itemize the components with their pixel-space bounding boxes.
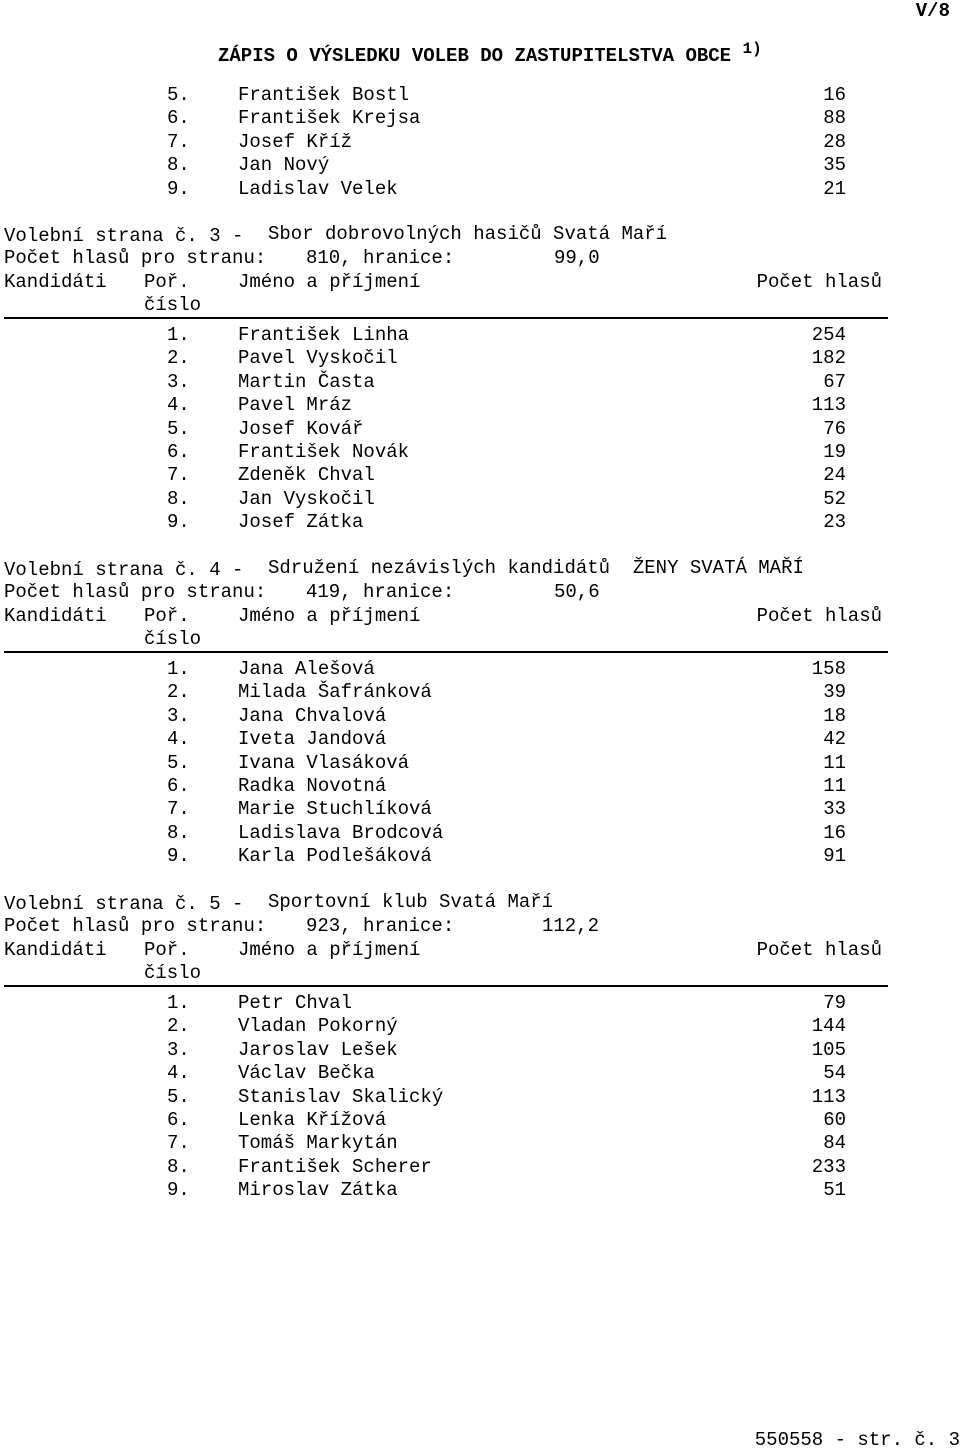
- candidate-row: [0, 705, 960, 728]
- candidate-order: 4.: [167, 728, 190, 751]
- candidate-name: Lenka Křížová: [238, 1109, 387, 1131]
- candidate-order: 6.: [167, 441, 190, 463]
- party-number-label: Volební strana č. 5 -: [4, 893, 244, 915]
- candidate-votes: 84: [823, 1132, 846, 1155]
- candidate-row: [0, 1179, 960, 1202]
- candidate-name: Ladislava Brodcová: [238, 821, 444, 844]
- candidate-order: 6.: [167, 107, 190, 130]
- candidate-votes: 79: [823, 992, 846, 1014]
- candidate-order: 2.: [167, 681, 190, 704]
- candidate-order: 7.: [167, 1132, 190, 1155]
- candidate-row: [0, 107, 960, 130]
- candidate-row: [0, 1062, 960, 1085]
- candidate-order: 3.: [167, 1038, 190, 1061]
- candidate-name: Jan Vyskočil: [238, 487, 375, 510]
- candidate-row: [0, 324, 960, 347]
- candidate-votes: 158: [811, 658, 846, 680]
- candidate-votes: 28: [823, 130, 846, 153]
- candidate-row: [0, 441, 960, 464]
- header-divider: [4, 317, 888, 319]
- candidate-row: [0, 178, 960, 201]
- candidate-name: Jana Alešová: [238, 658, 375, 680]
- candidate-name: Stanislav Skalický: [238, 1085, 444, 1108]
- candidate-row: [0, 84, 960, 107]
- candidate-order: 2.: [167, 1015, 190, 1038]
- candidate-name: Josef Kovář: [238, 417, 364, 440]
- candidate-row: [0, 347, 960, 370]
- candidate-row: [0, 845, 960, 868]
- candidate-order: 5.: [167, 84, 190, 106]
- candidate-votes: 52: [823, 487, 846, 510]
- candidate-row: [0, 394, 960, 417]
- party-name: Sportovní klub Svatá Maří: [268, 891, 554, 913]
- candidate-name: Ivana Vlasáková: [238, 751, 410, 774]
- column-header-candidates: Kandidáti: [4, 605, 107, 627]
- candidate-row: [0, 511, 960, 534]
- party-votes-value: 923, hranice:: [306, 915, 455, 937]
- candidate-row: [0, 418, 960, 441]
- candidate-votes: 91: [823, 845, 846, 868]
- column-header-order: Poř.: [144, 939, 190, 961]
- candidate-votes: 24: [823, 464, 846, 487]
- candidate-order: 1.: [167, 324, 190, 346]
- candidate-order: 5.: [167, 1085, 190, 1108]
- column-header-name: Jméno a příjmení: [238, 605, 421, 627]
- column-header-order: Poř.: [144, 271, 190, 293]
- candidate-votes: 105: [811, 1038, 846, 1061]
- party-threshold: 99,0: [554, 247, 600, 269]
- candidate-name: Milada Šafránková: [238, 681, 432, 704]
- candidate-name: Vladan Pokorný: [238, 1015, 398, 1038]
- candidate-row: [0, 992, 960, 1015]
- column-header-votes: Počet hlasů: [756, 271, 882, 293]
- candidate-votes: 254: [811, 324, 846, 346]
- candidate-order: 5.: [167, 751, 190, 774]
- candidate-name: Petr Chval: [238, 992, 353, 1014]
- candidate-name: Martin Časta: [238, 370, 375, 393]
- candidate-name: Jan Nový: [238, 154, 330, 177]
- party-threshold: 112,2: [542, 915, 600, 937]
- column-header-votes: Počet hlasů: [756, 605, 882, 627]
- candidate-row: [0, 1015, 960, 1038]
- candidate-order: 9.: [167, 845, 190, 868]
- column-header-order-line2: číslo: [144, 962, 202, 984]
- candidate-row: [0, 464, 960, 487]
- candidate-row: [0, 728, 960, 751]
- candidate-name: František Linha: [238, 324, 410, 346]
- candidate-order: 8.: [167, 487, 190, 510]
- title-footnote-mark: 1): [742, 40, 762, 58]
- candidate-name: Ladislav Velek: [238, 177, 398, 200]
- party-votes-value: 419, hranice:: [306, 581, 455, 603]
- column-header-candidates: Kandidáti: [4, 939, 107, 961]
- candidate-votes: 60: [823, 1109, 846, 1131]
- candidate-votes: 233: [811, 1155, 846, 1178]
- page-footer: 550558 - str. č. 3: [754, 1429, 960, 1451]
- column-header-candidates: Kandidáti: [4, 271, 107, 293]
- candidate-order: 8.: [167, 154, 190, 177]
- party-votes-label: Počet hlasů pro stranu:: [4, 247, 267, 269]
- candidate-name: Iveta Jandová: [238, 728, 387, 751]
- candidate-votes: 33: [823, 798, 846, 821]
- candidate-votes: 113: [811, 1085, 846, 1108]
- candidate-order: 6.: [167, 1109, 190, 1131]
- candidate-name: Josef Zátka: [238, 511, 364, 534]
- candidate-name: František Krejsa: [238, 107, 421, 130]
- candidate-name: Karla Podlešáková: [238, 845, 432, 868]
- header-divider: [4, 985, 888, 987]
- candidate-votes: 11: [823, 751, 846, 774]
- candidate-votes: 21: [823, 177, 846, 200]
- party-votes-value: 810, hranice:: [306, 247, 455, 269]
- party-number-label: Volební strana č. 4 -: [4, 559, 244, 581]
- candidate-row: [0, 1086, 960, 1109]
- candidate-name: Pavel Mráz: [238, 394, 353, 417]
- candidate-name: Tomáš Markytán: [238, 1132, 398, 1155]
- candidate-votes: 16: [823, 821, 846, 844]
- candidate-name: František Novák: [238, 441, 410, 463]
- candidate-order: 4.: [167, 394, 190, 417]
- party-name: Sdružení nezávislých kandidátů ŽENY SVATÁ MAŘÍ: [268, 557, 804, 579]
- candidate-name: Marie Stuchlíková: [238, 798, 432, 821]
- column-header-name: Jméno a příjmení: [238, 939, 421, 961]
- document-title: [218, 40, 762, 69]
- candidate-row: [0, 1156, 960, 1179]
- candidate-votes: 39: [823, 681, 846, 704]
- candidate-row: [0, 1132, 960, 1155]
- candidate-name: Josef Kříž: [238, 130, 353, 153]
- candidate-name: Miroslav Zátka: [238, 1179, 398, 1202]
- candidate-row: [0, 488, 960, 511]
- party-threshold: 50,6: [554, 581, 600, 603]
- candidate-order: 1.: [167, 992, 190, 1014]
- candidate-row: [0, 752, 960, 775]
- candidate-votes: 67: [823, 370, 846, 393]
- candidate-votes: 51: [823, 1179, 846, 1202]
- candidate-order: 9.: [167, 177, 190, 200]
- candidate-order: 4.: [167, 1062, 190, 1085]
- candidate-order: 2.: [167, 347, 190, 370]
- candidate-votes: 23: [823, 511, 846, 534]
- candidate-row: [0, 154, 960, 177]
- party-number-label: Volební strana č. 3 -: [4, 225, 244, 247]
- candidate-votes: 18: [823, 704, 846, 727]
- candidate-votes: 54: [823, 1062, 846, 1085]
- candidate-name: Jana Chvalová: [238, 704, 387, 727]
- candidate-row: [0, 798, 960, 821]
- candidate-order: 1.: [167, 658, 190, 680]
- party-name: Sbor dobrovolných hasičů Svatá Maří: [268, 223, 668, 245]
- candidate-order: 7.: [167, 130, 190, 153]
- candidate-order: 8.: [167, 821, 190, 844]
- candidate-name: Pavel Vyskočil: [238, 347, 398, 370]
- candidate-order: 9.: [167, 511, 190, 534]
- column-header-order-line2: číslo: [144, 628, 202, 650]
- candidate-votes: 76: [823, 417, 846, 440]
- candidate-name: Radka Novotná: [238, 775, 387, 797]
- candidate-order: 3.: [167, 370, 190, 393]
- column-header-order: Poř.: [144, 605, 190, 627]
- column-header-name: Jméno a příjmení: [238, 271, 421, 293]
- candidate-row: [0, 775, 960, 798]
- candidate-order: 7.: [167, 464, 190, 487]
- header-divider: [4, 651, 888, 653]
- candidate-name: Jaroslav Lešek: [238, 1038, 398, 1061]
- candidate-votes: 11: [823, 775, 846, 797]
- candidate-votes: 35: [823, 154, 846, 177]
- party-votes-label: Počet hlasů pro stranu:: [4, 581, 267, 603]
- candidate-votes: 16: [823, 84, 846, 106]
- candidate-row: [0, 658, 960, 681]
- candidate-row: [0, 681, 960, 704]
- candidate-order: 7.: [167, 798, 190, 821]
- candidate-order: 5.: [167, 417, 190, 440]
- candidate-order: 9.: [167, 1179, 190, 1202]
- page-code: V/8: [915, 0, 950, 22]
- candidate-row: [0, 1109, 960, 1132]
- candidate-row: [0, 131, 960, 154]
- candidate-name: František Scherer: [238, 1155, 432, 1178]
- candidate-votes: 42: [823, 728, 846, 751]
- column-header-order-line2: číslo: [144, 294, 202, 316]
- column-header-votes: Počet hlasů: [756, 939, 882, 961]
- candidate-votes: 113: [811, 394, 846, 417]
- candidate-order: 6.: [167, 775, 190, 797]
- candidate-order: 8.: [167, 1155, 190, 1178]
- candidate-order: 3.: [167, 704, 190, 727]
- candidate-row: [0, 822, 960, 845]
- candidate-votes: 88: [823, 107, 846, 130]
- candidate-name: Václav Bečka: [238, 1062, 375, 1085]
- candidate-votes: 182: [811, 347, 846, 370]
- candidate-name: Zdeněk Chval: [238, 464, 375, 487]
- candidate-votes: 19: [823, 441, 846, 463]
- candidate-row: [0, 1039, 960, 1062]
- title-text: ZÁPIS O VÝSLEDKU VOLEB DO ZASTUPITELSTVA OBCE: [218, 45, 732, 67]
- candidate-row: [0, 371, 960, 394]
- party-votes-label: Počet hlasů pro stranu:: [4, 915, 267, 937]
- candidate-votes: 144: [811, 1015, 846, 1038]
- candidate-name: František Bostl: [238, 84, 410, 106]
